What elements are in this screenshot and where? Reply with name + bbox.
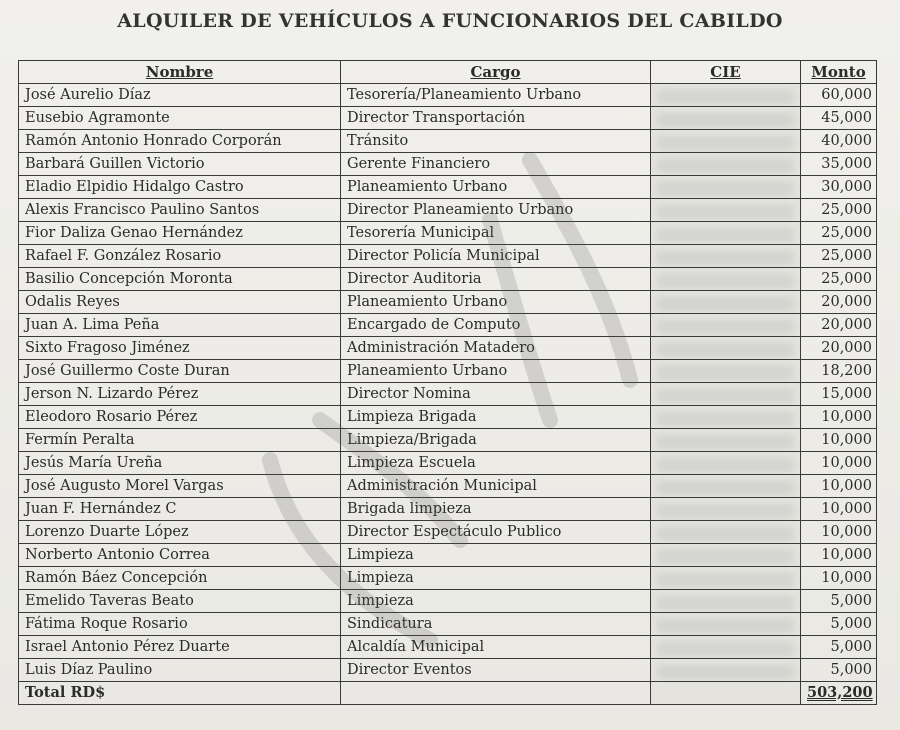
redacted-cie <box>657 412 794 426</box>
cell-nombre: Basilio Concepción Moronta <box>19 268 341 291</box>
table-row <box>19 659 877 682</box>
cell-cie <box>651 314 801 337</box>
total-label: Total RD$ <box>19 682 341 705</box>
cell-monto: 10,000 <box>801 521 877 544</box>
cell-nombre: Jesús María Ureña <box>19 452 341 475</box>
cell-cargo: Planeamiento Urbano <box>341 176 651 199</box>
cell-cie <box>651 567 801 590</box>
table-row <box>19 222 877 245</box>
cell-nombre: Eusebio Agramonte <box>19 107 341 130</box>
header-monto: Monto <box>801 61 877 84</box>
redacted-cie <box>657 550 794 564</box>
cell-nombre: Ramón Antonio Honrado Corporán <box>19 130 341 153</box>
cell-monto: 25,000 <box>801 245 877 268</box>
cell-monto: 10,000 <box>801 567 877 590</box>
header-cargo: Cargo <box>341 61 651 84</box>
cell-cie <box>651 475 801 498</box>
cell-cie <box>651 590 801 613</box>
cell-nombre: Ramón Báez Concepción <box>19 567 341 590</box>
cell-cie <box>651 268 801 291</box>
cell-nombre: Lorenzo Duarte López <box>19 521 341 544</box>
cell-cie <box>651 337 801 360</box>
cell-monto: 40,000 <box>801 130 877 153</box>
redacted-cie <box>657 297 794 311</box>
cell-monto: 10,000 <box>801 452 877 475</box>
cell-cargo: Limpieza/Brigada <box>341 429 651 452</box>
table-row <box>19 176 877 199</box>
cell-monto: 5,000 <box>801 659 877 682</box>
cell-monto: 10,000 <box>801 475 877 498</box>
cell-nombre: José Guillermo Coste Duran <box>19 360 341 383</box>
cell-nombre: Luis Díaz Paulino <box>19 659 341 682</box>
cell-cie <box>651 613 801 636</box>
table-row <box>19 130 877 153</box>
cell-cargo: Tesorería/Planeamiento Urbano <box>341 84 651 107</box>
cell-nombre: Fermín Peralta <box>19 429 341 452</box>
table-row <box>19 337 877 360</box>
cell-cie <box>651 429 801 452</box>
cell-monto: 5,000 <box>801 636 877 659</box>
redacted-cie <box>657 665 794 679</box>
cell-nombre: Fátima Roque Rosario <box>19 613 341 636</box>
table-row <box>19 360 877 383</box>
cell-cargo: Limpieza <box>341 590 651 613</box>
cell-cargo: Director Nomina <box>341 383 651 406</box>
cell-cargo: Tránsito <box>341 130 651 153</box>
cell-cie <box>651 498 801 521</box>
cell-cie <box>651 383 801 406</box>
table-row <box>19 613 877 636</box>
table-row <box>19 567 877 590</box>
cell-cargo: Sindicatura <box>341 613 651 636</box>
cell-monto: 5,000 <box>801 590 877 613</box>
cell-nombre: Odalis Reyes <box>19 291 341 314</box>
cell-cargo: Administración Municipal <box>341 475 651 498</box>
cell-cargo: Limpieza <box>341 544 651 567</box>
cell-nombre: Alexis Francisco Paulino Santos <box>19 199 341 222</box>
redacted-cie <box>657 504 794 518</box>
cell-monto: 20,000 <box>801 291 877 314</box>
total-monto <box>801 682 877 705</box>
cell-cie <box>651 636 801 659</box>
cell-nombre: José Augusto Morel Vargas <box>19 475 341 498</box>
document-title: ALQUILER DE VEHÍCULOS A FUNCIONARIOS DEL CABILDO <box>117 10 783 32</box>
table-row <box>19 475 877 498</box>
cell-cargo: Director Policía Municipal <box>341 245 651 268</box>
cell-monto: 60,000 <box>801 84 877 107</box>
redacted-cie <box>657 458 794 472</box>
cell-cargo: Brigada limpieza <box>341 498 651 521</box>
cell-monto: 18,200 <box>801 360 877 383</box>
header-nombre: Nombre <box>19 61 341 84</box>
cell-cargo: Director Eventos <box>341 659 651 682</box>
cell-monto: 10,000 <box>801 544 877 567</box>
cell-cie <box>651 176 801 199</box>
table-row <box>19 314 877 337</box>
cell-cargo: Director Auditoria <box>341 268 651 291</box>
cell-cargo: Encargado de Computo <box>341 314 651 337</box>
cell-nombre: Norberto Antonio Correa <box>19 544 341 567</box>
redacted-cie <box>657 320 794 334</box>
table-row <box>19 429 877 452</box>
cell-monto: 10,000 <box>801 429 877 452</box>
cell-cie <box>651 406 801 429</box>
cell-cargo: Administración Matadero <box>341 337 651 360</box>
cell-monto: 20,000 <box>801 314 877 337</box>
cell-cie <box>651 107 801 130</box>
header-cie: CIE <box>651 61 801 84</box>
total-cie-cell <box>651 682 801 705</box>
table-row <box>19 590 877 613</box>
table-row <box>19 268 877 291</box>
cell-nombre: Israel Antonio Pérez Duarte <box>19 636 341 659</box>
table-row <box>19 636 877 659</box>
cell-cargo: Director Transportación <box>341 107 651 130</box>
cell-nombre: Eladio Elpidio Hidalgo Castro <box>19 176 341 199</box>
table-row <box>19 153 877 176</box>
cell-cie <box>651 199 801 222</box>
cell-cargo: Alcaldía Municipal <box>341 636 651 659</box>
cell-nombre: Sixto Fragoso Jiménez <box>19 337 341 360</box>
redacted-cie <box>657 573 794 587</box>
cell-cie <box>651 153 801 176</box>
cell-monto: 10,000 <box>801 498 877 521</box>
cell-cargo: Limpieza <box>341 567 651 590</box>
redacted-cie <box>657 205 794 219</box>
redacted-cie <box>657 619 794 633</box>
total-cargo-cell <box>341 682 651 705</box>
table-row <box>19 245 877 268</box>
cell-cargo: Director Planeamiento Urbano <box>341 199 651 222</box>
cell-cie <box>651 544 801 567</box>
redacted-cie <box>657 159 794 173</box>
cell-monto: 30,000 <box>801 176 877 199</box>
redacted-cie <box>657 642 794 656</box>
table-row <box>19 199 877 222</box>
redacted-cie <box>657 182 794 196</box>
table-row <box>19 291 877 314</box>
cell-nombre: Juan F. Hernández C <box>19 498 341 521</box>
table-row <box>19 498 877 521</box>
redacted-cie <box>657 435 794 449</box>
cell-cie <box>651 521 801 544</box>
cell-cargo: Director Espectáculo Publico <box>341 521 651 544</box>
redacted-cie <box>657 113 794 127</box>
redacted-cie <box>657 274 794 288</box>
cell-cargo: Planeamiento Urbano <box>341 360 651 383</box>
cell-monto: 45,000 <box>801 107 877 130</box>
cell-monto: 20,000 <box>801 337 877 360</box>
cell-nombre: Eleodoro Rosario Pérez <box>19 406 341 429</box>
redacted-cie <box>657 251 794 265</box>
cell-cargo: Tesorería Municipal <box>341 222 651 245</box>
table-row <box>19 544 877 567</box>
table-row <box>19 406 877 429</box>
cell-cie <box>651 360 801 383</box>
vehicle-rental-table <box>18 60 877 705</box>
cell-monto: 5,000 <box>801 613 877 636</box>
cell-monto: 25,000 <box>801 268 877 291</box>
redacted-cie <box>657 90 794 104</box>
cell-monto: 25,000 <box>801 222 877 245</box>
cell-cargo: Limpieza Brigada <box>341 406 651 429</box>
redacted-cie <box>657 343 794 357</box>
cell-cie <box>651 659 801 682</box>
redacted-cie <box>657 136 794 150</box>
cell-cie <box>651 291 801 314</box>
table-header-row <box>19 61 877 84</box>
cell-nombre: Jerson N. Lizardo Pérez <box>19 383 341 406</box>
total-row <box>19 682 877 705</box>
cell-cie <box>651 245 801 268</box>
redacted-cie <box>657 527 794 541</box>
table-row <box>19 521 877 544</box>
cell-nombre: Barbará Guillen Victorio <box>19 153 341 176</box>
redacted-cie <box>657 481 794 495</box>
redacted-cie <box>657 366 794 380</box>
redacted-cie <box>657 228 794 242</box>
cell-cargo: Gerente Financiero <box>341 153 651 176</box>
cell-cie <box>651 130 801 153</box>
table-row <box>19 383 877 406</box>
cell-monto: 10,000 <box>801 406 877 429</box>
redacted-cie <box>657 596 794 610</box>
table-row <box>19 84 877 107</box>
cell-monto: 25,000 <box>801 199 877 222</box>
cell-cie <box>651 452 801 475</box>
cell-cargo: Limpieza Escuela <box>341 452 651 475</box>
cell-nombre: Emelido Taveras Beato <box>19 590 341 613</box>
cell-cie <box>651 84 801 107</box>
cell-monto: 15,000 <box>801 383 877 406</box>
cell-monto: 35,000 <box>801 153 877 176</box>
cell-nombre: Juan A. Lima Peña <box>19 314 341 337</box>
cell-nombre: Rafael F. González Rosario <box>19 245 341 268</box>
table-row <box>19 452 877 475</box>
cell-nombre: Fior Daliza Genao Hernández <box>19 222 341 245</box>
redacted-cie <box>657 389 794 403</box>
cell-cargo: Planeamiento Urbano <box>341 291 651 314</box>
cell-nombre: José Aurelio Díaz <box>19 84 341 107</box>
table-row <box>19 107 877 130</box>
total-monto-value: 503,200 <box>807 684 873 701</box>
cell-cie <box>651 222 801 245</box>
